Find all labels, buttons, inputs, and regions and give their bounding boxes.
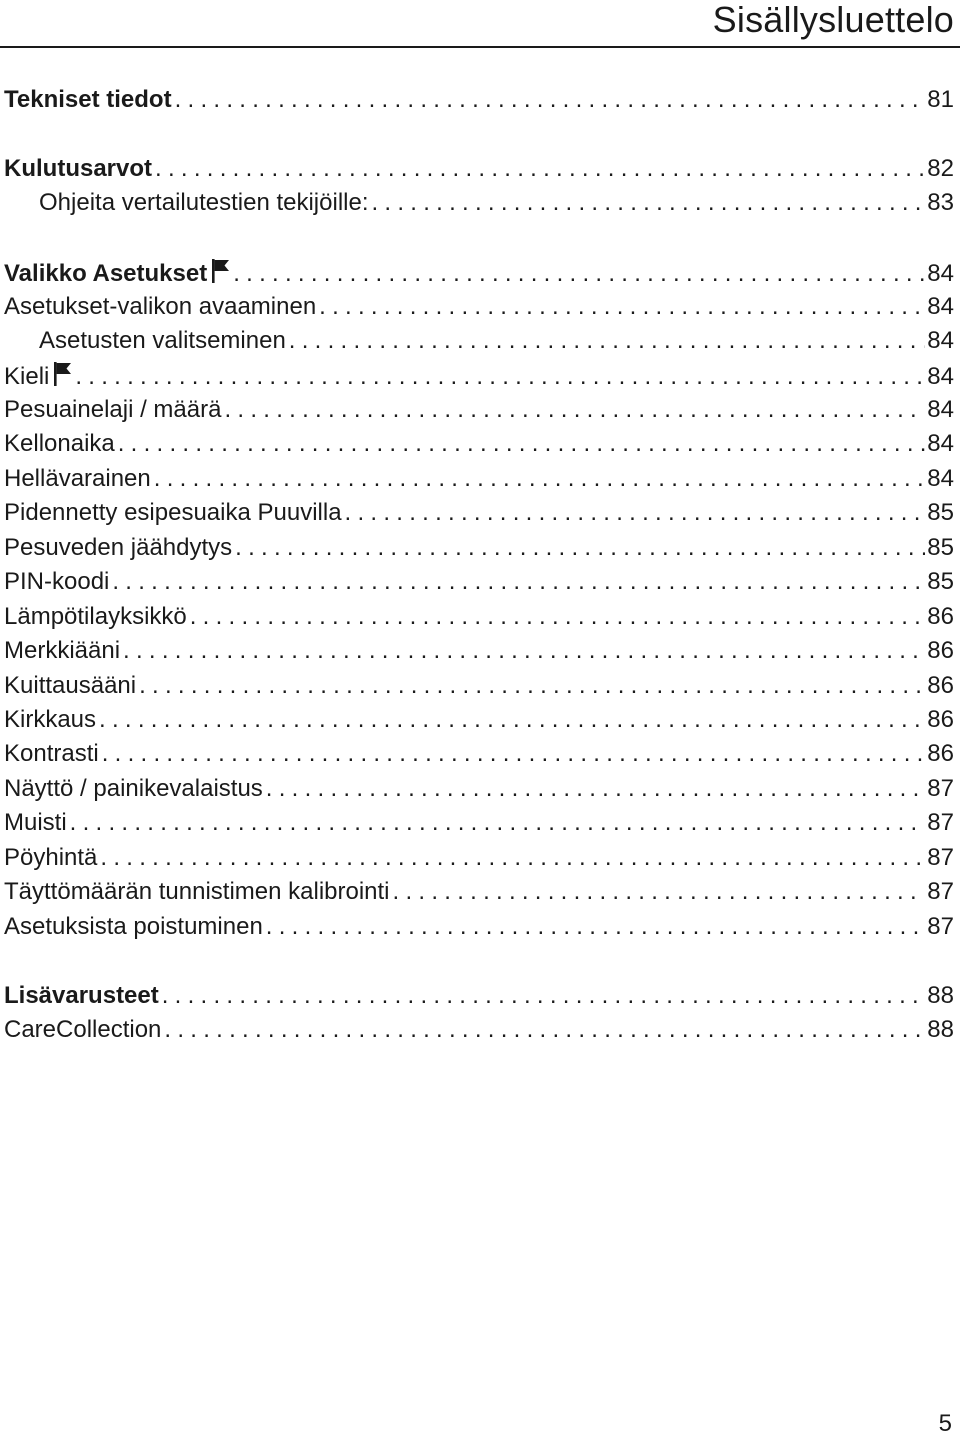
toc-entry-page: 86 — [927, 706, 954, 733]
toc-entry-page: 82 — [927, 155, 954, 182]
toc-entry-label: Näyttö / painikevalaistus — [4, 775, 263, 802]
toc-entry-label: Kellonaika — [4, 430, 115, 457]
toc-entry[interactable] — [4, 635, 954, 667]
dot-leader — [235, 532, 925, 564]
dot-leader — [155, 153, 925, 185]
toc-entry[interactable] — [4, 601, 954, 633]
toc-entry[interactable] — [4, 394, 954, 426]
toc-entry[interactable] — [4, 532, 954, 564]
toc-entry[interactable] — [4, 360, 954, 392]
dot-leader — [102, 738, 926, 770]
toc-entry-page: 81 — [927, 86, 954, 113]
toc-entry-page: 84 — [927, 465, 954, 492]
toc-entry-page: 84 — [927, 327, 954, 354]
toc-entry[interactable] — [4, 291, 954, 323]
toc-entry-page: 83 — [927, 189, 954, 216]
toc-entry-page: 84 — [927, 396, 954, 423]
dot-leader — [164, 1014, 925, 1046]
toc-entry-page: 86 — [927, 603, 954, 630]
toc-entry-page: 87 — [927, 844, 954, 871]
toc-entry[interactable] — [4, 911, 954, 943]
dot-leader — [224, 394, 925, 426]
toc-entry-label: Muisti — [4, 809, 67, 836]
toc-entry-label: Pesuainelaji / määrä — [4, 396, 222, 423]
toc-entry-label: Kuittausääni — [4, 672, 137, 699]
dot-leader — [162, 980, 926, 1012]
toc-entry[interactable] — [4, 187, 954, 219]
toc-entry[interactable] — [4, 876, 954, 908]
dot-leader — [123, 635, 925, 667]
toc-entry[interactable] — [4, 773, 954, 805]
toc-entry-label: Tekniset tiedot — [4, 86, 172, 113]
toc-entry-label: Ohjeita vertailutestien tekijöille: — [39, 189, 369, 216]
toc-entry-label: Kieli — [4, 360, 72, 393]
dot-leader — [112, 566, 925, 598]
dot-leader — [70, 807, 926, 839]
toc-entry-page: 87 — [927, 913, 954, 940]
dot-leader — [393, 876, 926, 908]
toc-entry-label: Täyttömäärän tunnistimen kalibrointi — [4, 878, 390, 905]
toc-entry-label: Kontrasti — [4, 740, 99, 767]
toc-entry-page: 88 — [927, 1016, 954, 1043]
toc-entry-label: Asetuksista poistuminen — [4, 913, 263, 940]
toc-entry-page: 88 — [927, 982, 954, 1009]
toc-entry-page: 87 — [927, 775, 954, 802]
page-title: Sisällysluettelo — [712, 0, 954, 40]
dot-leader — [154, 463, 926, 495]
dot-leader — [190, 601, 926, 633]
toc-entry-page: 85 — [927, 534, 954, 561]
toc-entry-label: Lisävarusteet — [4, 982, 159, 1009]
toc-entry[interactable] — [4, 257, 954, 289]
toc-entry[interactable] — [4, 807, 954, 839]
page-number: 5 — [938, 1410, 952, 1437]
toc-entry-label: Lämpötilayksikkö — [4, 603, 187, 630]
toc-entry-page: 86 — [927, 672, 954, 699]
toc-entry-page: 86 — [927, 637, 954, 664]
toc-entry-page: 85 — [927, 499, 954, 526]
dot-leader — [139, 670, 925, 702]
dot-leader — [75, 361, 925, 393]
toc-entry[interactable] — [4, 670, 954, 702]
toc-entry-page: 85 — [927, 568, 954, 595]
toc-entry-label: Hellävarainen — [4, 465, 151, 492]
toc-entry[interactable] — [4, 1014, 954, 1046]
toc-entry[interactable] — [4, 325, 954, 357]
toc-entry-label: CareCollection — [4, 1016, 162, 1043]
toc-entry[interactable] — [4, 566, 954, 598]
dot-leader — [372, 187, 926, 219]
toc-entry-label: Asetukset-valikon avaaminen — [4, 293, 317, 320]
flag-icon — [54, 362, 72, 395]
toc-entry[interactable] — [4, 153, 954, 185]
dot-leader — [345, 497, 926, 529]
toc-entry[interactable] — [4, 738, 954, 770]
toc-entry-label: Valikko Asetukset — [4, 257, 230, 290]
toc-entry[interactable] — [4, 84, 954, 116]
toc-entry-label: PIN-koodi — [4, 568, 110, 595]
dot-leader — [266, 911, 926, 943]
toc-entry[interactable] — [4, 704, 954, 736]
header-divider — [0, 46, 960, 48]
toc-entry[interactable] — [4, 842, 954, 874]
toc-entry-page: 86 — [927, 740, 954, 767]
dot-leader — [99, 704, 925, 736]
dot-leader — [100, 842, 925, 874]
toc-entry-page: 84 — [927, 293, 954, 320]
dot-leader — [175, 84, 926, 116]
toc-entry-page: 87 — [927, 878, 954, 905]
dot-leader — [233, 258, 925, 290]
toc-entry[interactable] — [4, 428, 954, 460]
dot-leader — [118, 428, 926, 460]
toc-entry-label: Merkkiääni — [4, 637, 121, 664]
toc-entry[interactable] — [4, 980, 954, 1012]
toc-entry-page: 87 — [927, 809, 954, 836]
toc-entry-label: Asetusten valitseminen — [39, 327, 286, 354]
toc-entry-label: Pöyhintä — [4, 844, 98, 871]
flag-icon — [212, 259, 230, 292]
toc-entry-label: Kirkkaus — [4, 706, 97, 733]
toc-entry-page: 84 — [927, 430, 954, 457]
dot-leader — [289, 325, 926, 357]
toc-entry[interactable] — [4, 497, 954, 529]
toc-entry-label: Kulutusarvot — [4, 155, 153, 182]
toc-entry-label: Pesuveden jäähdytys — [4, 534, 233, 561]
toc-entry[interactable] — [4, 463, 954, 495]
toc-entry-label: Pidennetty esipesuaika Puuvilla — [4, 499, 342, 526]
toc-entry-page: 84 — [927, 260, 954, 287]
dot-leader — [319, 291, 925, 323]
dot-leader — [266, 773, 926, 805]
toc-entry-page: 84 — [927, 363, 954, 390]
